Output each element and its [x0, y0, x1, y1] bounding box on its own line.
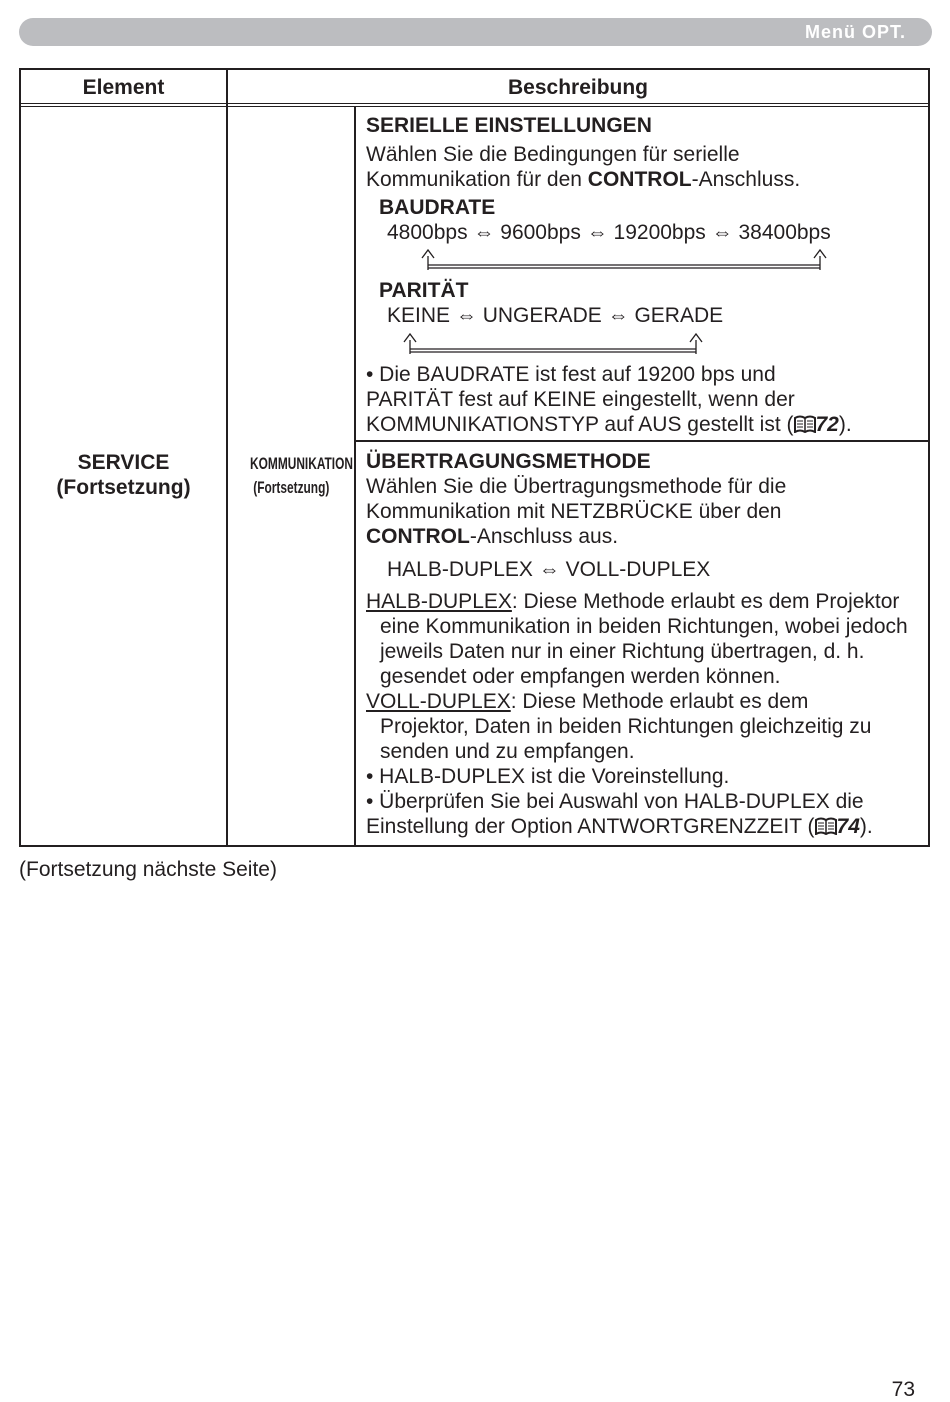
serial-note-line-1: • Die BAUDRATE ist fest auf 19200 bps und — [366, 363, 776, 386]
parity-title: PARITÄT — [379, 279, 469, 302]
baudrate-loop-arrow-icon — [420, 248, 830, 272]
item-continuation: (Fortsetzung) — [56, 476, 191, 499]
half-duplex-desc-line-1: HALB-DUPLEX: Diese Methode erlaubt es dem Projektor — [366, 590, 900, 613]
parity-option: GERADE — [634, 304, 724, 327]
column-header-description: Beschreibung — [507, 76, 649, 99]
transfer-intro-line-1: Wählen Sie die Übertragungsmethode für die — [366, 475, 787, 498]
serial-note-line-2: PARITÄT fest auf KEINE eingestellt, wenn der — [366, 388, 795, 411]
book-reference-icon — [794, 415, 816, 433]
full-duplex-desc-line-1: VOLL-DUPLEX: Diese Methode erlaubt es dem — [366, 690, 809, 713]
parity-block — [366, 278, 926, 328]
full-duplex-desc-line-3: senden und zu empfangen. — [380, 740, 635, 763]
serial-intro-line-2: Kommunikation für den CONTROL-Anschluss. — [366, 168, 801, 191]
baud-option: 38400bps — [738, 221, 831, 244]
transfer-options: HALB-DUPLEX ⇔ VOLL-DUPLEX — [387, 558, 711, 581]
baudrate-options: 4800bps ⇔ 9600bps ⇔ 19200bps ⇔ 38400bps — [387, 221, 831, 244]
item-name: SERVICE — [77, 451, 170, 474]
baud-option: 19200bps — [613, 221, 706, 244]
serial-note-line-3: KOMMUNIKATIONSTYP auf AUS gestellt ist ( 72). — [366, 413, 852, 436]
transfer-method-cell — [366, 449, 926, 839]
serial-settings-title: SERIELLE EINSTELLUNGEN — [366, 114, 652, 137]
column-header-element: Element — [82, 76, 165, 99]
transfer-bullet-1: • HALB-DUPLEX ist die Voreinstellung. — [366, 765, 730, 788]
continuation-note: (Fortsetzung nächste Seite) — [19, 858, 277, 881]
parity-option: UNGERADE — [482, 304, 602, 327]
serial-settings-cell — [366, 113, 926, 245]
parity-options: KEINE ⇔ UNGERADE ⇔ GERADE — [387, 304, 724, 327]
full-duplex-term: VOLL-DUPLEX — [366, 690, 511, 713]
item-label — [21, 450, 226, 500]
serial-intro-line-1: Wählen Sie die Bedingungen für serielle — [366, 143, 740, 166]
transfer-method-title: ÜBERTRAGUNGSMETHODE — [366, 450, 651, 473]
transfer-option: VOLL-DUPLEX — [565, 558, 711, 581]
section-title: Menü OPT. — [804, 22, 906, 42]
subitem-label — [228, 452, 354, 500]
full-duplex-desc-line-2: Projektor, Daten in beiden Richtungen gleichzeitig zu — [380, 715, 872, 738]
transfer-intro-line-2: Kommunikation mit NETZBRÜCKE über den — [366, 500, 782, 523]
half-duplex-desc-line-3: jeweils Daten nur in einer Richtung übertragen, d. h. — [380, 640, 865, 663]
transfer-intro-line-3: CONTROL-Anschluss aus. — [366, 525, 619, 548]
page-reference-link[interactable]: 72 — [815, 413, 839, 436]
transfer-option: HALB-DUPLEX — [387, 558, 533, 581]
half-duplex-desc-line-4: gesendet oder empfangen werden können. — [380, 665, 781, 688]
baud-option: 9600bps — [500, 221, 581, 244]
half-duplex-desc-line-2: eine Kommunikation in beiden Richtungen, wobei jedoch — [380, 615, 908, 638]
half-duplex-term: HALB-DUPLEX — [366, 590, 512, 613]
transfer-bullet-2: • Überprüfen Sie bei Auswahl von HALB-DUPLEX die — [366, 790, 864, 813]
baudrate-title: BAUDRATE — [379, 196, 496, 219]
section-header-bar — [19, 18, 932, 46]
serial-note — [366, 362, 926, 437]
page-number: 73 — [891, 1378, 915, 1401]
transfer-bullet-3: Einstellung der Option ANTWORTGRENZZEIT ( 74). — [366, 815, 873, 838]
baud-option: 4800bps — [387, 221, 468, 244]
parity-loop-arrow-icon — [400, 332, 710, 356]
book-reference-icon — [815, 817, 837, 835]
page-reference-link[interactable]: 74 — [836, 815, 860, 838]
subitem-continuation: (Fortsetzung) — [252, 478, 330, 497]
subitem-name: KOMMUNIKATION — [250, 454, 353, 473]
parity-option: KEINE — [387, 304, 451, 327]
